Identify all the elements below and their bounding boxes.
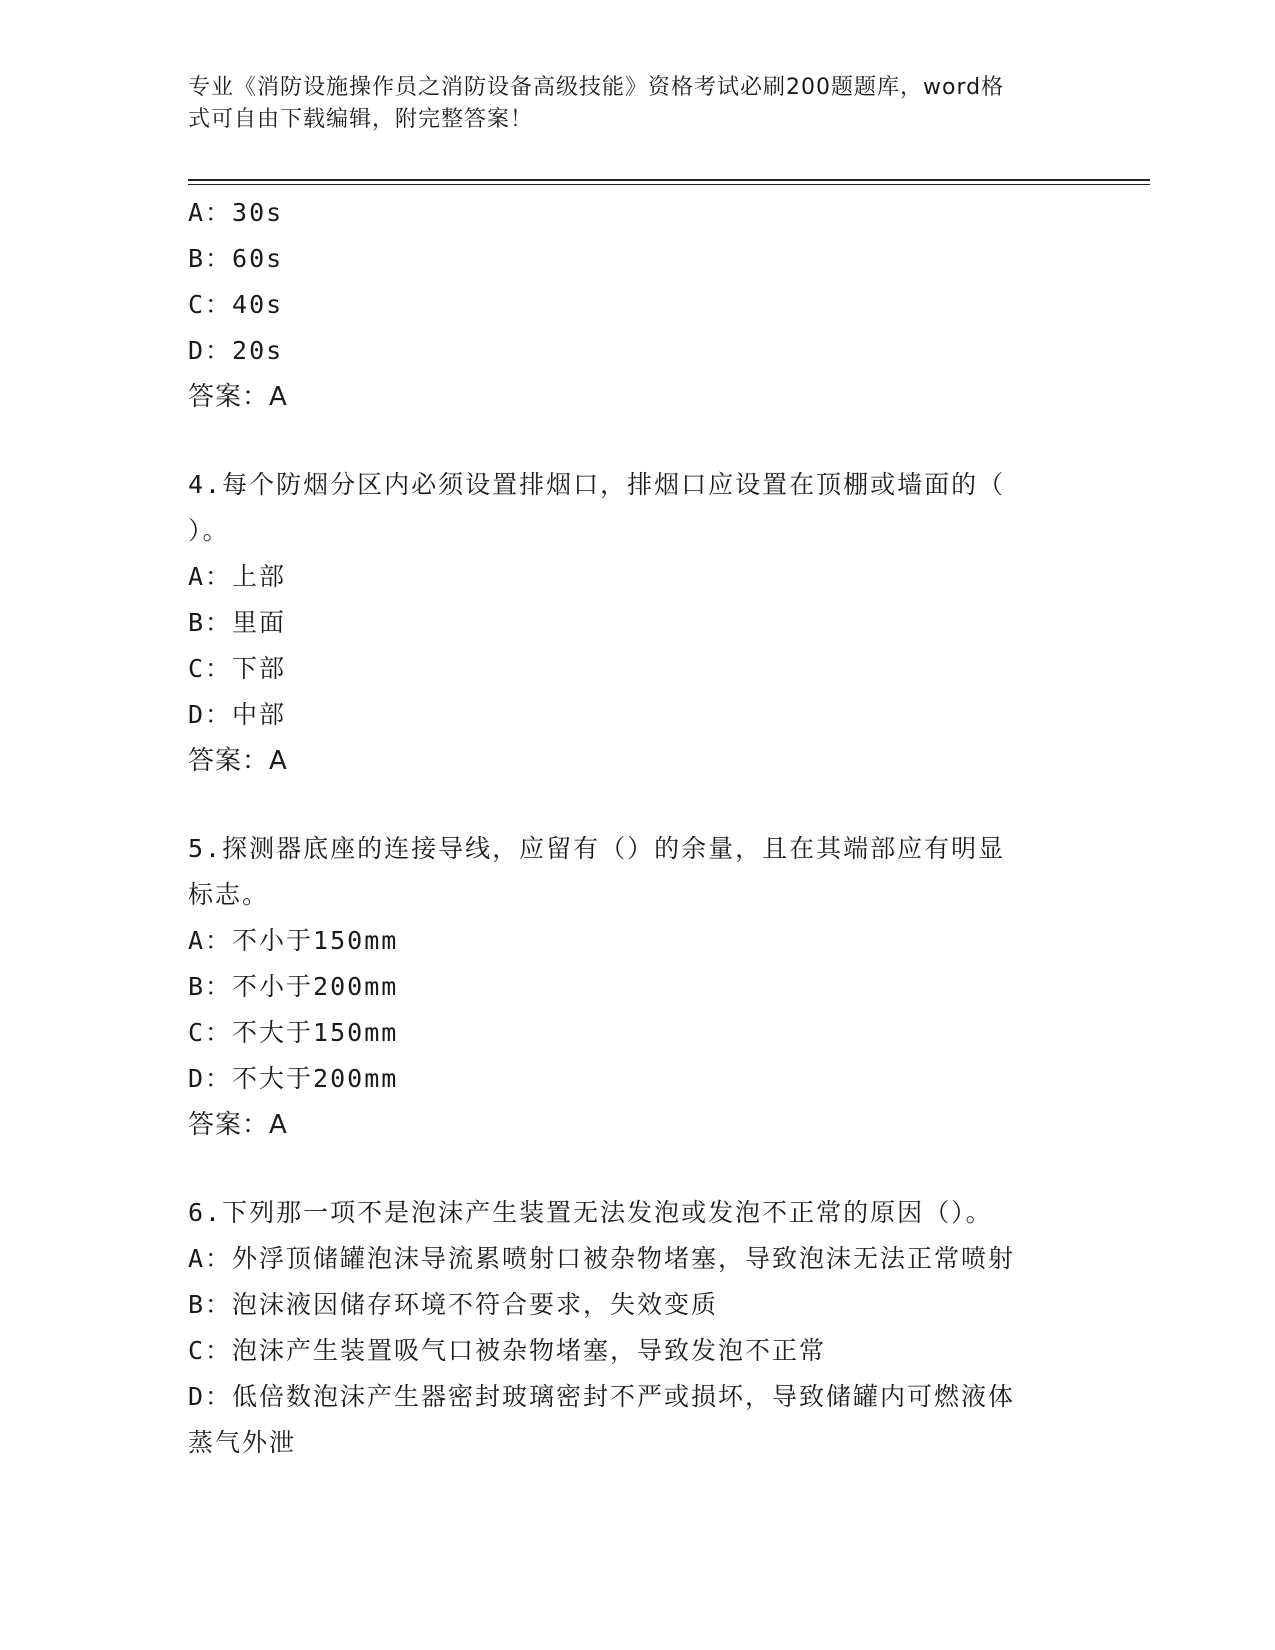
question-text-line-1: 5.探测器底座的连接导线，应留有（）的余量，且在其端部应有明显 [188, 834, 1006, 863]
option-a: A：上部 [188, 562, 287, 591]
option-c: C：下部 [188, 654, 287, 683]
header-line-1: 专业《消防设施操作员之消防设备高级技能》资格考试必刷200题题库，word格 [188, 75, 1005, 100]
option-d: D：20s [188, 336, 284, 365]
answer: 答案：A [188, 746, 288, 776]
question-text-line-2: 标志。 [188, 880, 270, 909]
spacer [188, 420, 1088, 462]
document-header [188, 72, 1068, 136]
option-c: C：40s [188, 290, 284, 319]
question-text-line-2: ）。 [188, 516, 230, 545]
question-text-line-1: 4.每个防烟分区内必须设置排烟口，排烟口应设置在顶棚或墙面的（ [188, 470, 1006, 499]
option-b: B：里面 [188, 608, 287, 637]
option-a: A：外浮顶储罐泡沫导流累喷射口被杂物堵塞，导致泡沫无法正常喷射 [188, 1244, 1016, 1273]
option-b: B：泡沫液因储存环境不符合要求，失效变质 [188, 1290, 719, 1319]
option-d-line-2: 蒸气外泄 [188, 1428, 297, 1457]
header-divider-thin [188, 184, 1150, 185]
option-d-line-1: D：低倍数泡沫产生器密封玻璃密封不严或损坏，导致储罐内可燃液体 [188, 1382, 1016, 1411]
option-c: C：不大于150mm [188, 1018, 399, 1047]
option-a: A：30s [188, 198, 284, 227]
spacer [188, 784, 1088, 826]
question-text-line-1: 6.下列那一项不是泡沫产生装置无法发泡或发泡不正常的原因（）。 [188, 1198, 993, 1227]
question-4 [188, 462, 1088, 784]
option-c: C：泡沫产生装置吸气口被杂物堵塞，导致发泡不正常 [188, 1336, 827, 1365]
spacer [188, 1148, 1088, 1190]
header-line-2: 式可自由下载编辑，附完整答案！ [188, 107, 534, 132]
answer: 答案：A [188, 382, 288, 412]
option-b: B：不小于200mm [188, 972, 399, 1001]
question-5 [188, 826, 1088, 1148]
question-3 [188, 190, 1088, 420]
answer: 答案：A [188, 1110, 288, 1140]
option-d: D：不大于200mm [188, 1064, 399, 1093]
option-a: A：不小于150mm [188, 926, 399, 955]
option-b: B：60s [188, 244, 284, 273]
option-d: D：中部 [188, 700, 287, 729]
document-body [188, 190, 1088, 1466]
header-divider-thick [188, 179, 1150, 181]
question-6 [188, 1190, 1088, 1466]
